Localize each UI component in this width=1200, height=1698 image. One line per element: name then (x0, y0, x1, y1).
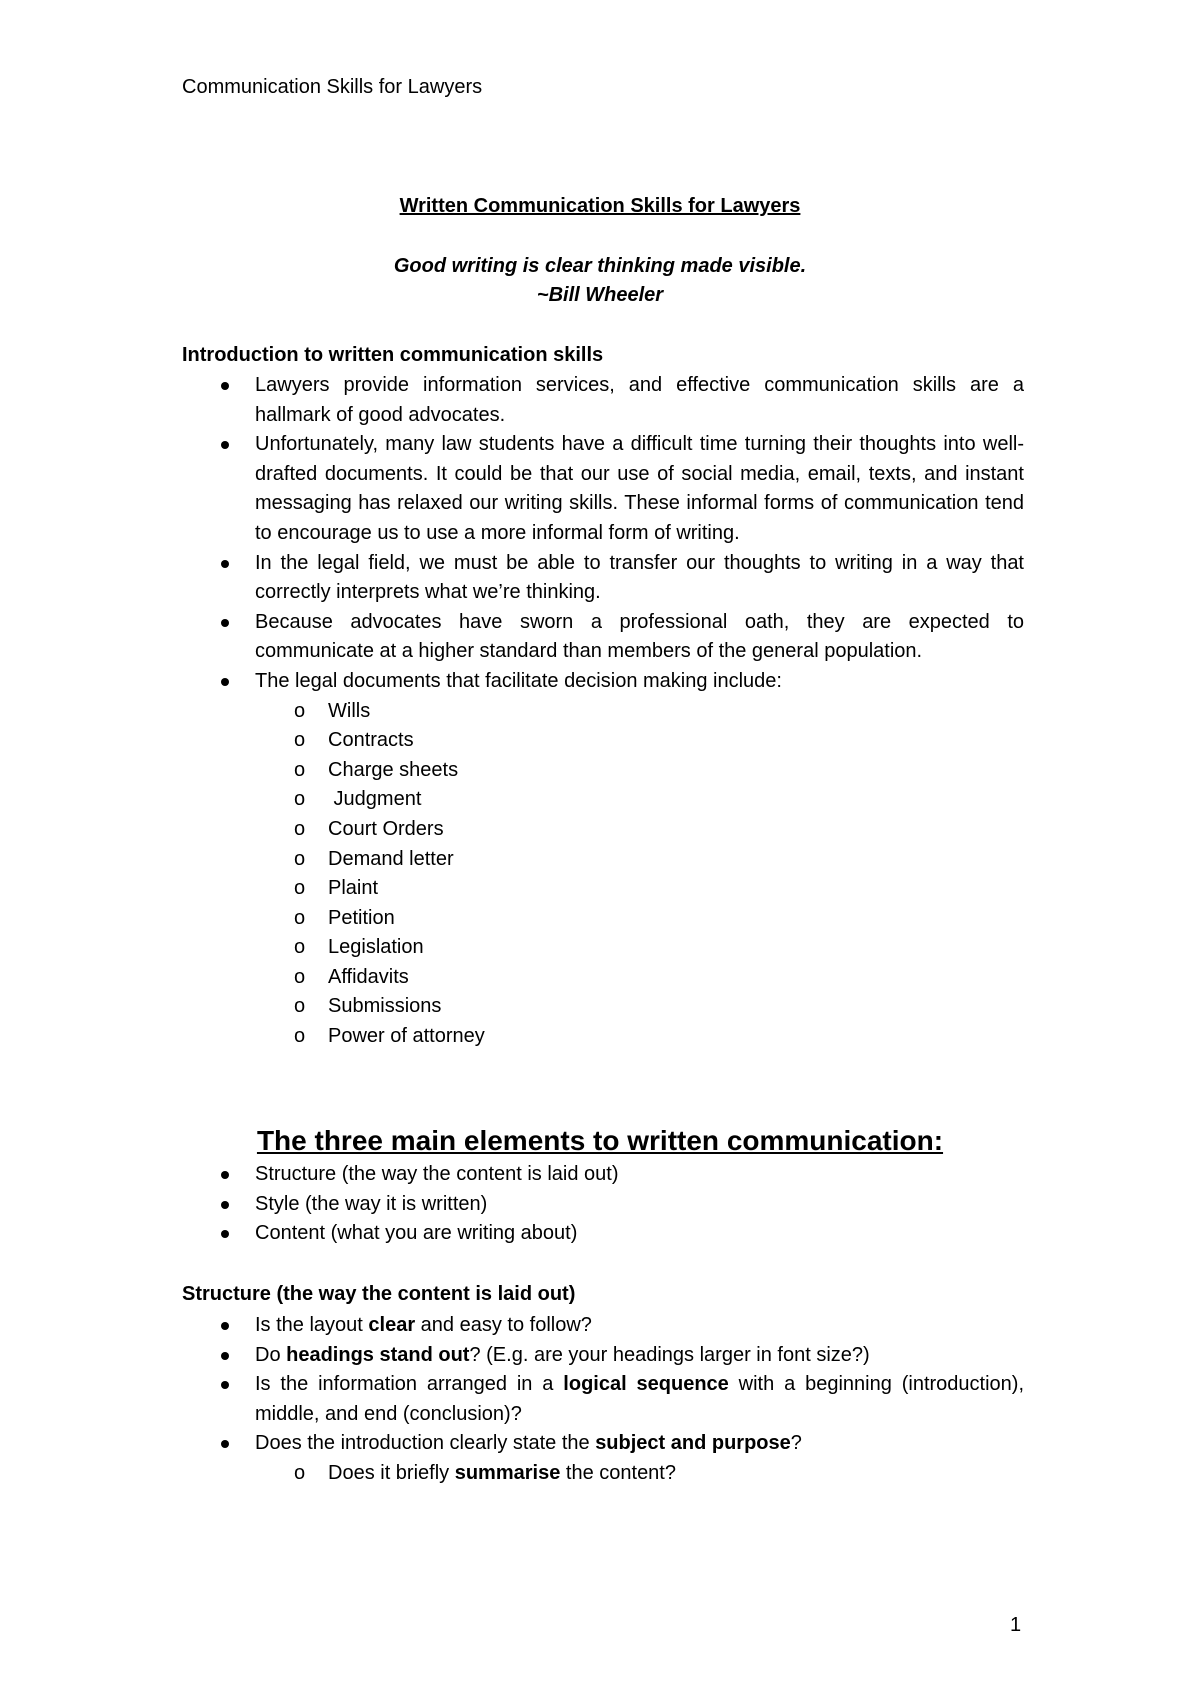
list-item: The legal documents that facilitate decision making include: o Wills o Contracts o Charge sheets o Judgment o Court Orders o Demand letter o Plaint o Petition o Legislation o Affidavits o Submissions o Power of attorney (182, 667, 1024, 1052)
sub-list-item: o Wills (255, 697, 1024, 727)
intro-bullet-list (182, 371, 1024, 1052)
list-item: In the legal field, we must be able to transfer our thoughts to writing in a way that correctly interprets what we’re thinking. (182, 549, 1024, 608)
list-item: Unfortunately, many law students have a difficult time turning their thoughts into well-drafted documents. It could be that our use of social media, email, texts, and instant messaging has relaxed our writing skills. These informal forms of communication tend to encourage us to use a more informal form of writing. (182, 430, 1024, 548)
circle-bullet-icon: o (294, 1461, 306, 1484)
bullet-icon (221, 678, 229, 686)
structure-bullet-list (182, 1311, 1024, 1489)
sub-list-item: o Contracts (255, 726, 1024, 756)
list-item: Content (what you are writing about) (182, 1219, 1024, 1249)
epigraph-quote (0, 252, 1200, 310)
elements-heading: The three main elements to written communication: (256, 1125, 944, 1156)
intro-heading: Introduction to written communication skills (182, 344, 604, 366)
bullet-icon (221, 1171, 229, 1179)
bullet-icon (221, 619, 229, 627)
bullet-icon (221, 1322, 229, 1330)
list-item: Does the introduction clearly state the subject and purpose? o Does it briefly summarise the content? (182, 1429, 1024, 1488)
list-item: Because advocates have sworn a professional oath, they are expected to communicate at a higher standard than members of the general population. (182, 608, 1024, 667)
sub-list-item: o Affidavits (255, 963, 1024, 993)
page-number: 1 (1010, 1614, 1022, 1636)
bullet-icon (221, 382, 229, 390)
sub-list-item: o Plaint (255, 874, 1024, 904)
circle-bullet-icon: o (294, 847, 306, 870)
circle-bullet-icon: o (294, 1025, 306, 1048)
bullet-icon (221, 1440, 229, 1448)
list-item: Is the layout clear and easy to follow? (182, 1311, 1024, 1341)
elements-bullet-list (182, 1160, 1024, 1249)
quote-text: Good writing is clear thinking made visible. (393, 255, 807, 277)
sub-list-item: o Petition (255, 904, 1024, 934)
circle-bullet-icon: o (294, 906, 306, 929)
sub-list-item: o Power of attorney (255, 1022, 1024, 1052)
circle-bullet-icon: o (294, 817, 306, 840)
circle-bullet-icon: o (294, 995, 306, 1018)
circle-bullet-icon: o (294, 729, 306, 752)
sub-list-item: o Court Orders (255, 815, 1024, 845)
circle-bullet-icon: o (294, 788, 306, 811)
circle-bullet-icon: o (294, 699, 306, 722)
list-item: Lawyers provide information services, and effective communication skills are a hallmark of good advocates. (182, 371, 1024, 430)
bullet-icon (221, 1201, 229, 1209)
bullet-icon (221, 560, 229, 568)
document-title: Written Communication Skills for Lawyers (399, 195, 801, 217)
sub-list-item: o Charge sheets (255, 756, 1024, 786)
bullet-icon (221, 1230, 229, 1238)
structure-sub-list (255, 1459, 1024, 1489)
bullet-icon (221, 1381, 229, 1389)
list-item: Is the information arranged in a logical sequence with a beginning (introduction), middle, and end (conclusion)? (182, 1370, 1024, 1429)
list-item: Style (the way it is written) (182, 1190, 1024, 1220)
list-item: Structure (the way the content is laid out) (182, 1160, 1024, 1190)
structure-heading: Structure (the way the content is laid out) (182, 1283, 576, 1305)
legal-documents-list (255, 697, 1024, 1052)
circle-bullet-icon: o (294, 936, 306, 959)
circle-bullet-icon: o (294, 877, 306, 900)
sub-list-item: o Submissions (255, 992, 1024, 1022)
sub-list-item: o Does it briefly summarise the content? (255, 1459, 1024, 1489)
circle-bullet-icon: o (294, 965, 306, 988)
running-header: Communication Skills for Lawyers (182, 76, 483, 98)
sub-list-item: o Legislation (255, 933, 1024, 963)
bullet-icon (221, 1352, 229, 1360)
list-item: Do headings stand out? (E.g. are your headings larger in font size?) (182, 1341, 1024, 1371)
circle-bullet-icon: o (294, 758, 306, 781)
bullet-icon (221, 441, 229, 449)
sub-list-item: o Judgment (255, 785, 1024, 815)
sub-list-item: o Demand letter (255, 845, 1024, 875)
quote-author: ~Bill Wheeler (536, 284, 664, 306)
